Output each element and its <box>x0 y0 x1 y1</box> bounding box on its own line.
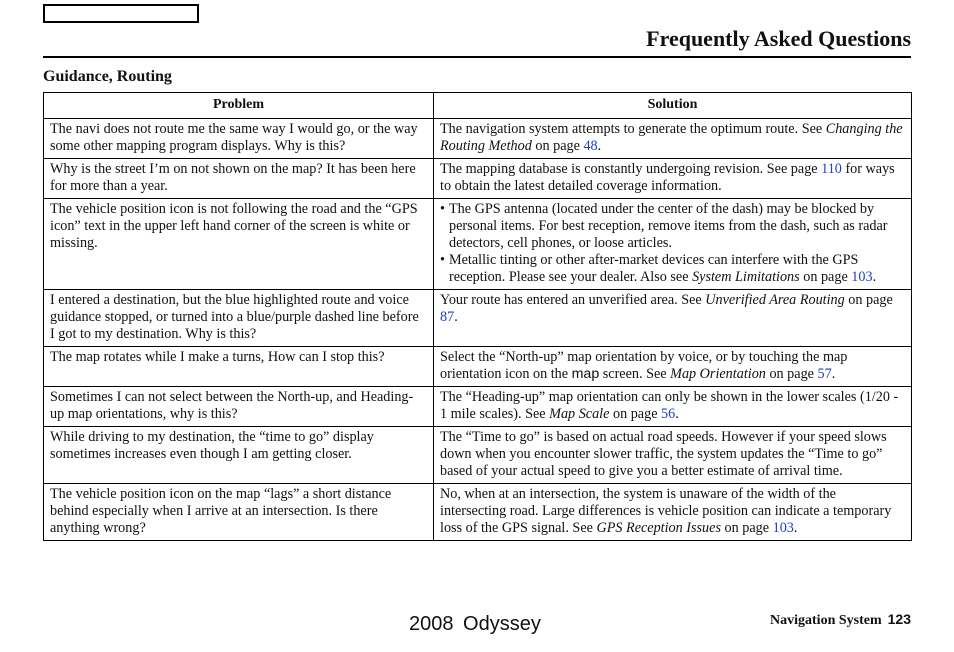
solution-cell: The “Heading-up” map orientation can only be shown in the lower scales (1/20 - 1 mile scales). See Map Scale on page 56. <box>434 387 912 427</box>
problem-cell: I entered a destination, but the blue highlighted route and voice guidance stopped, or turned into a blue/purple dashed line before I got to my destination. Why is this? <box>44 290 434 347</box>
solution-cell: The navigation system attempts to generate the optimum route. See Changing the Routing Method on page 48. <box>434 119 912 159</box>
solution-cell <box>434 199 912 290</box>
table-row <box>44 484 912 541</box>
map-keyword: map <box>571 366 600 382</box>
page-link[interactable]: 48 <box>583 138 598 154</box>
page-link[interactable]: 103 <box>851 269 873 285</box>
page-link[interactable]: 56 <box>661 406 676 422</box>
solution-cell: No, when at an intersection, the system is unaware of the width of the intersecting road. Large differences is vehicle position can indicate a temporary loss of the GPS signal. See GPS Reception Issues on page 103. <box>434 484 912 541</box>
footer-section-label: Navigation System <box>770 613 882 628</box>
page-link[interactable]: 103 <box>772 520 794 536</box>
problem-cell: While driving to my destination, the “time to go” display sometimes increases even though I am getting closer. <box>44 427 434 484</box>
column-header-solution: Solution <box>434 93 912 119</box>
table-row <box>44 119 912 159</box>
table-row <box>44 347 912 387</box>
solution-bullet: • The GPS antenna (located under the center of the dash) may be blocked by personal items. For best reception, remove items from the dash, such as radar detectors, cell phones, or loose articles. <box>440 201 905 252</box>
problem-cell: Sometimes I can not select between the North-up, and Heading-up map orientations, why is this? <box>44 387 434 427</box>
page-link[interactable]: 110 <box>821 161 842 177</box>
column-header-problem: Problem <box>44 93 434 119</box>
title-rule <box>43 56 911 58</box>
solution-cell: Select the “North-up” map orientation by voice, or by touching the map orientation icon on the map screen. See Map Orientation on page 57. <box>434 347 912 387</box>
table-row <box>44 159 912 199</box>
table-row <box>44 199 912 290</box>
problem-cell: The navi does not route me the same way I would go, or the way some other mapping program displays. Why is this? <box>44 119 434 159</box>
table-row <box>44 427 912 484</box>
problem-cell: The vehicle position icon is not following the road and the “GPS icon” text in the upper left hand corner of the screen is white or missing. <box>44 199 434 290</box>
footer-section <box>770 611 911 629</box>
page-title: Frequently Asked Questions <box>646 26 911 51</box>
table-row <box>44 290 912 347</box>
page-number: 123 <box>887 611 911 627</box>
vehicle-model: 2008 Odyssey <box>409 613 541 635</box>
section-heading: Guidance, Routing <box>43 68 172 85</box>
table-of-contents-button[interactable] <box>43 4 199 23</box>
problem-cell: The vehicle position icon on the map “lags” a short distance behind especially when I arrive at an intersection. Is there anything wrong? <box>44 484 434 541</box>
faq-table <box>43 92 912 541</box>
solution-cell: Your route has entered an unverified area. See Unverified Area Routing on page 87. <box>434 290 912 347</box>
table-header-row <box>44 93 912 119</box>
page-link[interactable]: 87 <box>440 309 455 325</box>
problem-cell: Why is the street I’m on not shown on the map? It has been here for more than a year. <box>44 159 434 199</box>
table-row <box>44 387 912 427</box>
page-link[interactable]: 57 <box>817 366 832 382</box>
solution-bullet: • Metallic tinting or other after-market devices can interfere with the GPS reception. Please see your dealer. Also see System Limitations on page 103. <box>440 252 905 286</box>
solution-cell: The “Time to go” is based on actual road speeds. However if your speed slows down when you encounter slower traffic, the system updates the “Time to go” based of your actual speed to give you a better estimate of arrival time. <box>434 427 912 484</box>
problem-cell: The map rotates while I make a turns, How can I stop this? <box>44 347 434 387</box>
solution-cell: The mapping database is constantly undergoing revision. See page 110 for ways to obtain the latest detailed coverage information. <box>434 159 912 199</box>
